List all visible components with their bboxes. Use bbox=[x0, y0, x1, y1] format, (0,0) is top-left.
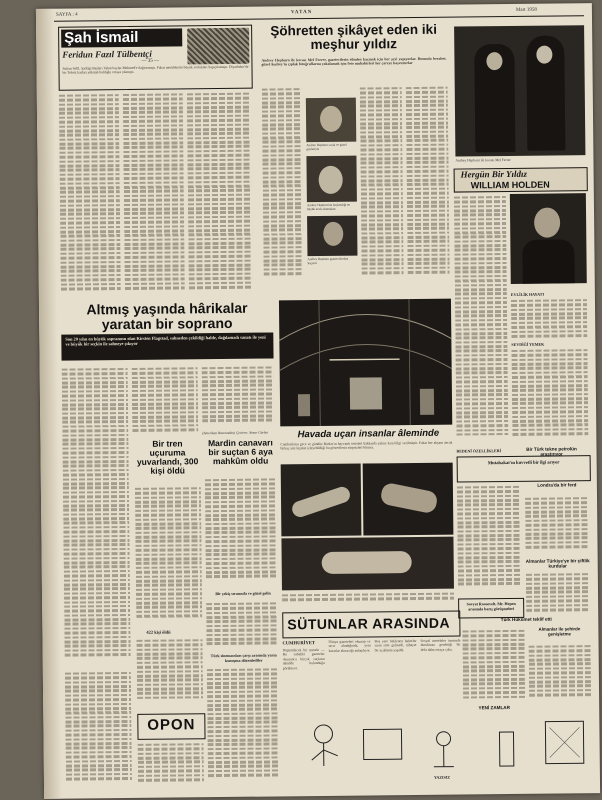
feature-deck: Audrey Hepburn ile kocası Mel Ferrer, gazetecilerin elinden kaçmak için her şeyi yapıyorlar. Bununla beraber, güzel Audrey'in çıplak fotoğraflarını yakalamak için foto muhabirleri her çareye başvururlar bbox=[261, 56, 447, 67]
news-headline-3: Almanlar Türkiye'ye bir çiftlik kurdular bbox=[525, 558, 590, 569]
mardin-column-tail bbox=[207, 666, 280, 785]
news-headline-2: Londra'da bir ferd bbox=[537, 482, 577, 488]
cartoon-drawing bbox=[283, 707, 594, 784]
circus-photo-2 bbox=[281, 464, 362, 537]
crash-headline: Bir tren uçuruma yuvarlandı, 300 kişi öldü bbox=[136, 438, 199, 476]
inset-photo-2 bbox=[306, 156, 356, 203]
serial-title: Şah İsmail bbox=[61, 28, 182, 47]
serial-number: — 35 — bbox=[141, 58, 159, 64]
column-text-3: Boş yere beklenen haberler uzun süre gelmedi, nihayet bir açıklama yapıldı. bbox=[374, 638, 417, 653]
soprano-column-2 bbox=[132, 365, 199, 436]
profile-column-2 bbox=[511, 297, 587, 338]
boxed-mid-text: Sovyet Roosevelt, Mr. Hepen arasında barış görüşmeleri bbox=[466, 600, 516, 612]
inset-caption-3: Audrey Hepburn gazetecilerden kaçıyor bbox=[307, 256, 349, 266]
right-bottom-body-1 bbox=[462, 628, 525, 705]
soprano-column-1 bbox=[62, 366, 131, 667]
feature-main-photo bbox=[454, 25, 585, 156]
paper-name: VATAN bbox=[290, 10, 313, 16]
serial-column-1 bbox=[59, 92, 121, 298]
news-body-1 bbox=[457, 484, 522, 595]
crash-body-2 bbox=[136, 637, 203, 708]
inset-photo-1 bbox=[306, 98, 356, 143]
right-bottom-head-2: Almanlar ile şehirde genişletme bbox=[538, 626, 581, 637]
feature-photo-caption: Audrey Hepburn ile kocası Mel Ferrer bbox=[455, 157, 511, 163]
circus-photo-main bbox=[279, 299, 452, 427]
profile-section-head-2: BEDENİ ÖZELLİKLERİ bbox=[456, 448, 502, 454]
ad-label: OPON bbox=[147, 716, 196, 734]
circus-photo-caption bbox=[282, 591, 454, 607]
profile-section-head-3: SEVDİĞİ YEMEK bbox=[511, 341, 545, 347]
soprano-deck: Son 20 yılın en büyük sopranosu olan Kirsten Flagstad, sahneden çekildiği halde, dağılamadı sanatı ile yeni ve büyük bir seçkin ile sahneye çıkıyor bbox=[65, 334, 266, 347]
column-text-1: Düşünülecek bir mesele — Bu sabahki gazeteler okununca birçok suçların tahsilde bulunduğu görülüyor. bbox=[282, 647, 325, 671]
serial-illustration bbox=[187, 28, 249, 65]
mardin-subhead: Bir çekiş sırasında ve güzel gelin bbox=[215, 590, 271, 597]
right-bottom-head-3: YENİ ZAMLAR bbox=[478, 705, 510, 711]
profile-name: WILLIAM HOLDEN bbox=[470, 179, 550, 191]
inset-caption-1: Audrey Hepburn sıcak ve güzel gözleriyle bbox=[306, 142, 347, 152]
column-header-box bbox=[282, 611, 460, 639]
serial-column-3 bbox=[187, 91, 253, 297]
profile-photo bbox=[510, 193, 587, 284]
boxed-item-mid bbox=[458, 598, 524, 619]
newspaper-page bbox=[36, 3, 600, 799]
feature-column-1 bbox=[262, 86, 304, 282]
profile-kicker: Hergün Bir Yıldız bbox=[460, 168, 528, 180]
crash-body bbox=[135, 485, 202, 626]
soprano-deck-box bbox=[61, 332, 273, 360]
ad-box bbox=[137, 713, 205, 740]
news-body-2 bbox=[525, 495, 590, 556]
profile-column-1 bbox=[454, 194, 509, 445]
news-body-3 bbox=[526, 571, 590, 616]
crash-subhead: 422 kişi öldü bbox=[146, 629, 171, 635]
circus-photo-4 bbox=[281, 537, 454, 591]
circus-photo-3 bbox=[363, 463, 454, 536]
serial-header-box bbox=[58, 25, 253, 91]
cartoon-strip bbox=[283, 707, 594, 784]
column-text-4: Sosyal meseleler üzerinde durulması gerektiği bir defa daha ortaya çıktı. bbox=[420, 638, 461, 652]
column-text-2: Dünya gazeteleri okunup ve tavır alındığında, yeni kararlar alınacağı anlaşılıyor. bbox=[328, 639, 371, 653]
cartoon-signature: YAZISIZ bbox=[433, 774, 451, 780]
inset-caption-2: Audrey Hepburn'un hoşlandığı en büyük zevk okumaktır bbox=[306, 202, 351, 212]
soprano-credit: (Amerikan Basınından) Çeviren: Nezar Gürlen bbox=[202, 430, 269, 436]
mardin-body bbox=[205, 476, 278, 587]
serial-column-2 bbox=[123, 91, 185, 297]
page-number: SAYFA : 4 bbox=[55, 12, 78, 18]
right-bottom-body-2 bbox=[529, 643, 592, 704]
profile-section-head-1: EVLİLİK HAYATI bbox=[510, 291, 545, 297]
masthead-rule bbox=[54, 15, 584, 22]
profile-header-box bbox=[454, 167, 588, 192]
mardin-tail-head: Türk sinemacıları çarşı arasında yarın konuşma düzenlediler bbox=[210, 652, 277, 663]
right-bottom-head-1: Türk Hükûmet teklif etti bbox=[500, 616, 552, 623]
boxed-item-top bbox=[457, 455, 591, 482]
feature-column-2 bbox=[360, 85, 404, 281]
soprano-column-3 bbox=[202, 364, 275, 429]
serial-story bbox=[58, 25, 256, 299]
circus-scene bbox=[279, 299, 452, 427]
column-subtitle: CUMHURİYET bbox=[282, 640, 315, 646]
serial-intro: Sultan Selîl, Şarkîgi Başları Vahat baylar Mehmed'e dağıtırmıştı. Fakat memleketin büyük zorlukları hapıçılamıştı. Diyarbakır'de bir Tebriz karları yükünü bulduğu ortaya çıkmıştı. bbox=[62, 64, 249, 76]
mardin-body-2 bbox=[206, 600, 279, 651]
ad-adjacent-text bbox=[138, 741, 204, 786]
page-date: Mart 1958 bbox=[515, 7, 537, 13]
inset-photo-3 bbox=[307, 216, 357, 257]
feature-column-3 bbox=[406, 85, 450, 281]
circus-caption-title: Havada uçan insanlar âleminde bbox=[297, 427, 440, 441]
boxed-top-text: Mutabakat'ın kuvvetli bir ilgi arıyor bbox=[487, 459, 560, 466]
serial-author: Feridun Fazıl Tülbentçi bbox=[62, 48, 152, 60]
column-title: SÜTUNLAR ARASINDA bbox=[287, 614, 451, 633]
soprano-headline: Altmış yaşında hârikalar yaratan bir soprano bbox=[86, 299, 248, 332]
feature-headline: Şöhretten şikâyet eden iki meşhur yıldız bbox=[270, 21, 437, 53]
mardin-headline: Mardin canavarı bir suçtan 6 aya mahkûm oldu bbox=[208, 437, 273, 466]
profile-column-3 bbox=[511, 347, 588, 438]
circus-caption: Cambazların gece ve gündüz Ruslar'ın hayvanlı tesisleri hakkında yalnız kısa bilgi verilmiştir. Fakat her akşam ancak birkaç yüz kişinin izleyebildiği bu gösterilerin sürprizleri bitmez. bbox=[280, 440, 453, 451]
soprano-column-tail bbox=[65, 670, 132, 787]
news-headline-1: Bir Türk tekne petrolün araştırıyor bbox=[526, 446, 577, 457]
